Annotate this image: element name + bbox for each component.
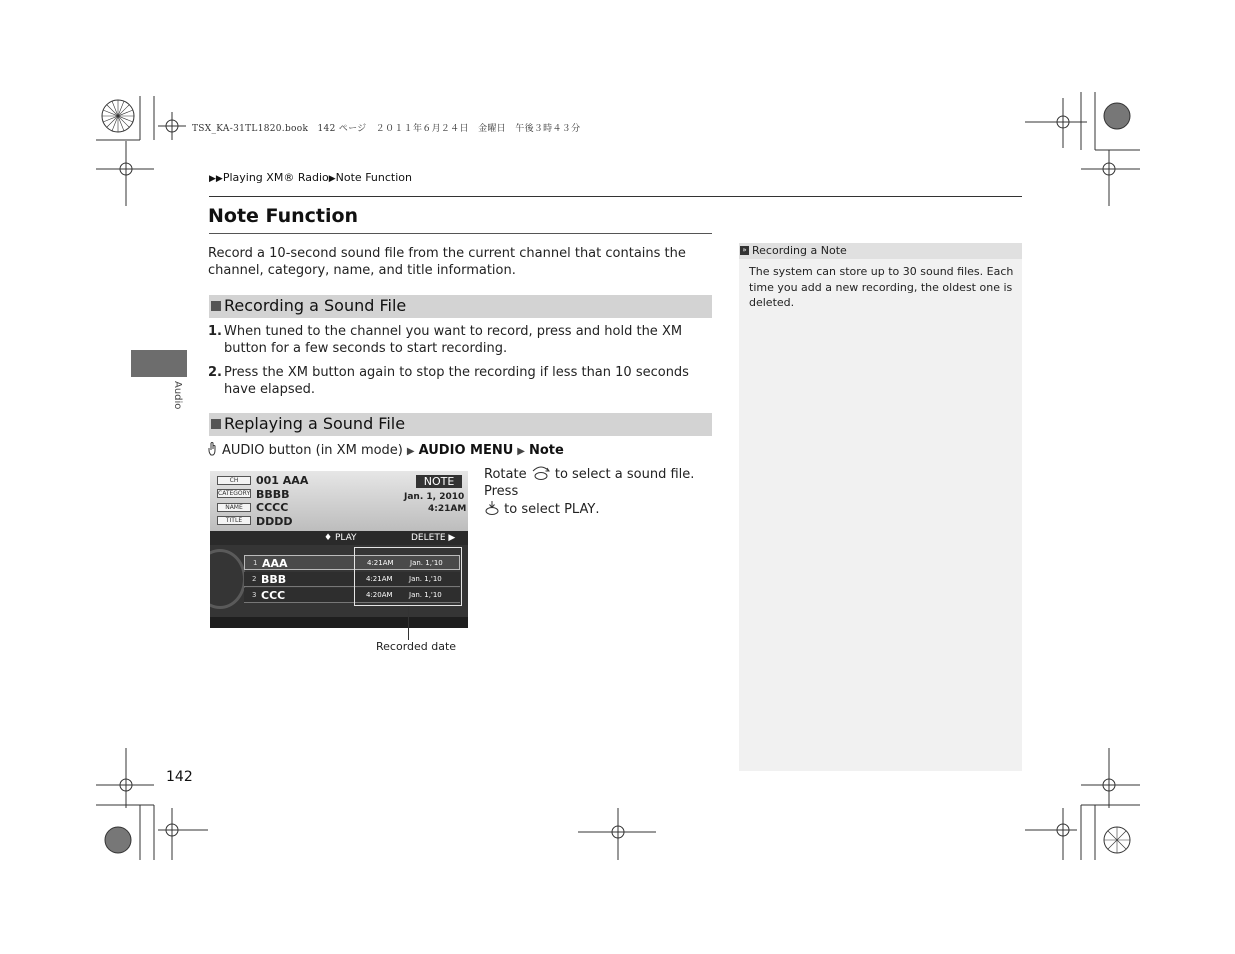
- header-rule: [209, 196, 1022, 197]
- screen-play-label: ♦ PLAY: [324, 533, 357, 543]
- step-number: 2.: [208, 365, 222, 380]
- registration-mark-icon: [1025, 92, 1140, 207]
- rotate-instruction: Rotate to select a sound file. Press to select PLAY.: [484, 467, 695, 517]
- callout-label: Recorded date: [376, 640, 457, 653]
- step-item: [208, 364, 713, 398]
- path-item: Note: [528, 443, 564, 458]
- section-heading-text: Replaying a Sound File: [224, 414, 406, 433]
- breadcrumb-level1: Playing XM® Radio: [222, 171, 329, 184]
- screen-list-row: 3 CCC 4:20AM Jan. 1,'10: [244, 588, 460, 603]
- screen-value-title: DDDD: [256, 515, 293, 528]
- step-item: [208, 323, 713, 357]
- screen-note-badge: NOTE: [416, 475, 462, 488]
- screen-tag-title: TITLE: [217, 516, 251, 525]
- screen-date: Jan. 1, 2010: [404, 492, 465, 502]
- chapter-label: Audio: [172, 381, 183, 410]
- note-screen-image: [210, 471, 468, 628]
- breadcrumb-level2: Note Function: [335, 171, 412, 184]
- breadcrumb: [209, 171, 412, 184]
- interface-dial-rotate-icon: [531, 465, 551, 481]
- print-header: TSX_KA-31TL1820.book 142 ページ ２０１１年６月２４日 金曜日 午後３時４３分: [192, 124, 581, 134]
- path-menu: AUDIO MENU: [418, 443, 514, 458]
- page-number: 142: [166, 769, 193, 785]
- interface-dial-press-icon: [484, 500, 500, 516]
- dial-icon: ♦: [324, 533, 335, 543]
- title-rule: [209, 233, 712, 234]
- page-title: Note Function: [208, 205, 359, 227]
- screen-delete-label: DELETE ▶: [411, 533, 456, 543]
- note-arrow-icon: »: [740, 246, 749, 255]
- registration-mark-icon: [578, 808, 658, 863]
- side-note-title: Recording a Note: [752, 244, 847, 257]
- screen-tag-category: CATEGORY: [218, 490, 251, 497]
- hand-pointer-icon: [208, 442, 218, 456]
- square-bullet-icon: [211, 301, 221, 311]
- square-bullet-icon: [211, 419, 221, 429]
- recorded-date-highlight: [354, 547, 462, 606]
- path-start: AUDIO button (in XM mode): [222, 443, 403, 458]
- side-note-panel: [739, 243, 1022, 771]
- screen-list-row: 1 AAA 4:21AM Jan. 1,'10: [244, 555, 460, 570]
- screen-value-category: BBBB: [256, 488, 290, 501]
- chapter-thumb-tab: [131, 350, 187, 377]
- step-text: Press the XM button again to stop the recording if less than 10 seconds have elapsed.: [224, 365, 689, 397]
- callout-line: [408, 606, 409, 640]
- screen-tag-name: NAME: [217, 503, 251, 512]
- side-note-body: The system can store up to 30 sound files. Each time you add a new recording, the oldest one is deleted.: [749, 265, 1014, 309]
- screen-tag-ch: CH: [217, 476, 251, 485]
- arrow-icon: ▶: [445, 533, 456, 543]
- registration-mark-icon: [96, 96, 186, 206]
- registration-mark-icon: [96, 748, 211, 863]
- screen-value-name: CCCC: [256, 501, 289, 514]
- menu-path: [208, 442, 564, 458]
- screen-time: 4:21AM: [428, 504, 467, 514]
- play-label: PLAY: [564, 502, 596, 517]
- arrow-icon: ▶: [517, 446, 525, 457]
- intro-paragraph: Record a 10-second sound file from the current channel that contains the channel, category, name, and title information.: [208, 246, 686, 278]
- side-note-heading: [739, 243, 1022, 259]
- double-arrow-icon: ▶▶: [209, 174, 223, 184]
- section-heading-text: Recording a Sound File: [224, 296, 407, 315]
- screen-list-row: 2 BBB 4:21AM Jan. 1,'10: [244, 572, 460, 587]
- arrow-icon: ▶: [328, 174, 336, 184]
- step-text: When tuned to the channel you want to record, press and hold the XM button for a few seconds to start recording.: [224, 324, 683, 356]
- screen-bottom-strip: [210, 617, 468, 628]
- step-number: 1.: [208, 324, 222, 339]
- section-heading-recording: [209, 295, 712, 318]
- section-heading-replaying: [209, 413, 712, 436]
- registration-mark-icon: [1025, 748, 1140, 863]
- arrow-icon: ▶: [406, 446, 415, 457]
- screen-value-ch: 001 AAA: [256, 474, 309, 487]
